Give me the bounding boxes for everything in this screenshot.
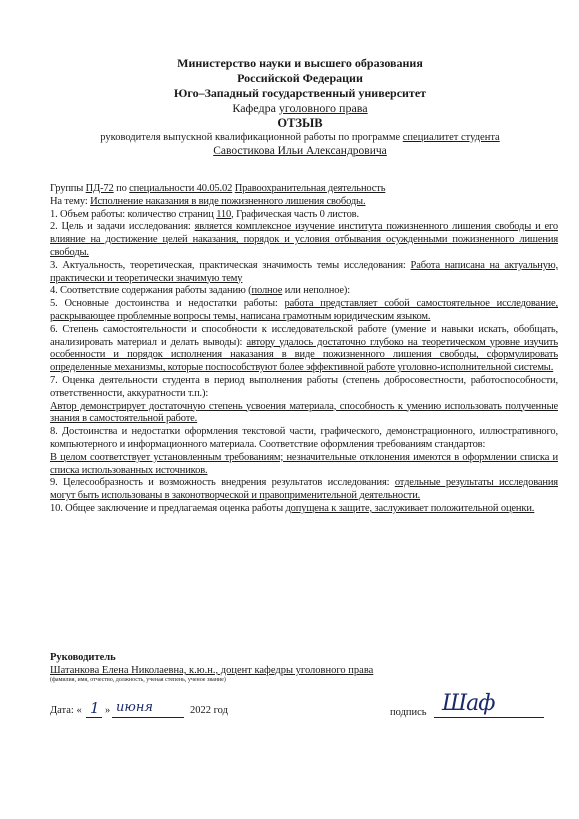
day-underline	[86, 717, 102, 718]
department-line: Кафедра уголовного права	[232, 101, 368, 115]
document-header	[40, 56, 560, 158]
topic-line: На тему: Исполнение наказания в виде пожизненного лишения свободы.	[50, 195, 366, 207]
signature-underline	[434, 717, 544, 718]
signature-label: подпись	[390, 707, 427, 718]
item-2-goals: 2. Цель и задачи исследования: является комплексное изучение института пожизненного лишения свободы и его влияние на достижение целей наказания, порядок и условия отбывания осужденными пожизненного лишения свободы.	[50, 221, 559, 258]
item-4-conformity: 4. Соответствие содержания работы заданию (полное или неполное):	[50, 285, 351, 297]
item-8-answer: В целом соответствует установленным требованиям; незначительные отклонения имеются в оформлении списка и списка использованных источников.	[50, 451, 558, 476]
item-8-formatting: 8. Достоинства и недостатки оформления текстовой части, графического, демонстрационного, иллюстративного, компьютерного и информационного материала. Соответствие оформления требованиям стандартов:	[50, 426, 558, 450]
group-line: Группы ПД-72 по специальности 40.05.02 Правоохранительная деятельность	[50, 183, 386, 194]
supervisor-name: Шатанкова Елена Николаевна, к.ю.н., доцент кафедры уголовного права	[50, 665, 374, 676]
month-underline	[112, 717, 184, 718]
supervisor-block	[50, 651, 558, 684]
date-day: 1	[90, 699, 100, 717]
item-3-relevance: 3. Актуальность, теоретическая, практическая значимость темы исследования: Работа написана на актуальную, практически и теоретически значимую тему	[50, 259, 558, 284]
ministry-line: Министерство науки и высшего образования	[177, 56, 423, 70]
item-9-implementation: 9. Целесообразность и возможность внедрения результатов исследования: отдельные результаты исследования могут быть использованы в законотворческой и правоприменительной деятельности.	[50, 477, 558, 502]
federation-line: Российской Федерации	[237, 71, 363, 85]
document-title: ОТЗЫВ	[277, 116, 323, 130]
document-subtitle: руководителя выпускной квалификационной работы по программе специалитет студента	[100, 132, 500, 143]
date-month: июня	[116, 700, 153, 715]
item-10-conclusion: 10. Общее заключение и предлагаемая оценка работы допущена к защите, заслуживает положительной оценки.	[50, 502, 535, 514]
item-7-assessment: 7. Оценка деятельности студента в период выполнения работы (степень добросовестности, работоспособности, ответственности, аккуратности т.п.):	[50, 374, 558, 399]
review-body	[50, 183, 558, 516]
supervisor-caption: (фамилия, имя, отчество, должность, ученая степень, ученое звание)	[50, 677, 226, 683]
date-signature-line	[50, 691, 558, 725]
department-name: уголовного права	[278, 101, 368, 115]
item-5-merits: 5. Основные достоинства и недостатки работы: работа представляет собой самостоятельное исследование, раскрывающее проблемные вопросы темы, написана грамотным юридическим языком.	[50, 298, 558, 322]
signature-mark: Шаф	[442, 691, 495, 716]
date-year: 2022 год	[190, 705, 228, 716]
university-line: Юго–Западный государственный университет	[173, 86, 427, 100]
student-name: Савостикова Ильи Александровича	[213, 145, 387, 157]
item-6-independence: 6. Степень самостоятельности и способности к исследовательской работе (умение и навыки искать, обобщать, анализировать материал и делать выводы): автору удалось достаточно глубоко на теоретическом уровне изучить особенности и порядок исполнения наказания в виде пожизненного лишения свободы, сформулировать определенные механизмы, которые поспособствуют более эффективной работе уголовно-исполнительной системы.	[50, 323, 558, 374]
item-7-answer: Автор демонстрирует достаточную степень усвоения материала, способность к умению использовать полученные знания в самостоятельной работе.	[50, 400, 558, 425]
date-label: Дата: «	[50, 705, 82, 716]
date-separator: »	[105, 705, 111, 716]
item-1-volume: 1. Объем работы: количество страниц 110, Графическая часть 0 листов.	[50, 208, 359, 220]
supervisor-label: Руководитель	[50, 652, 116, 663]
